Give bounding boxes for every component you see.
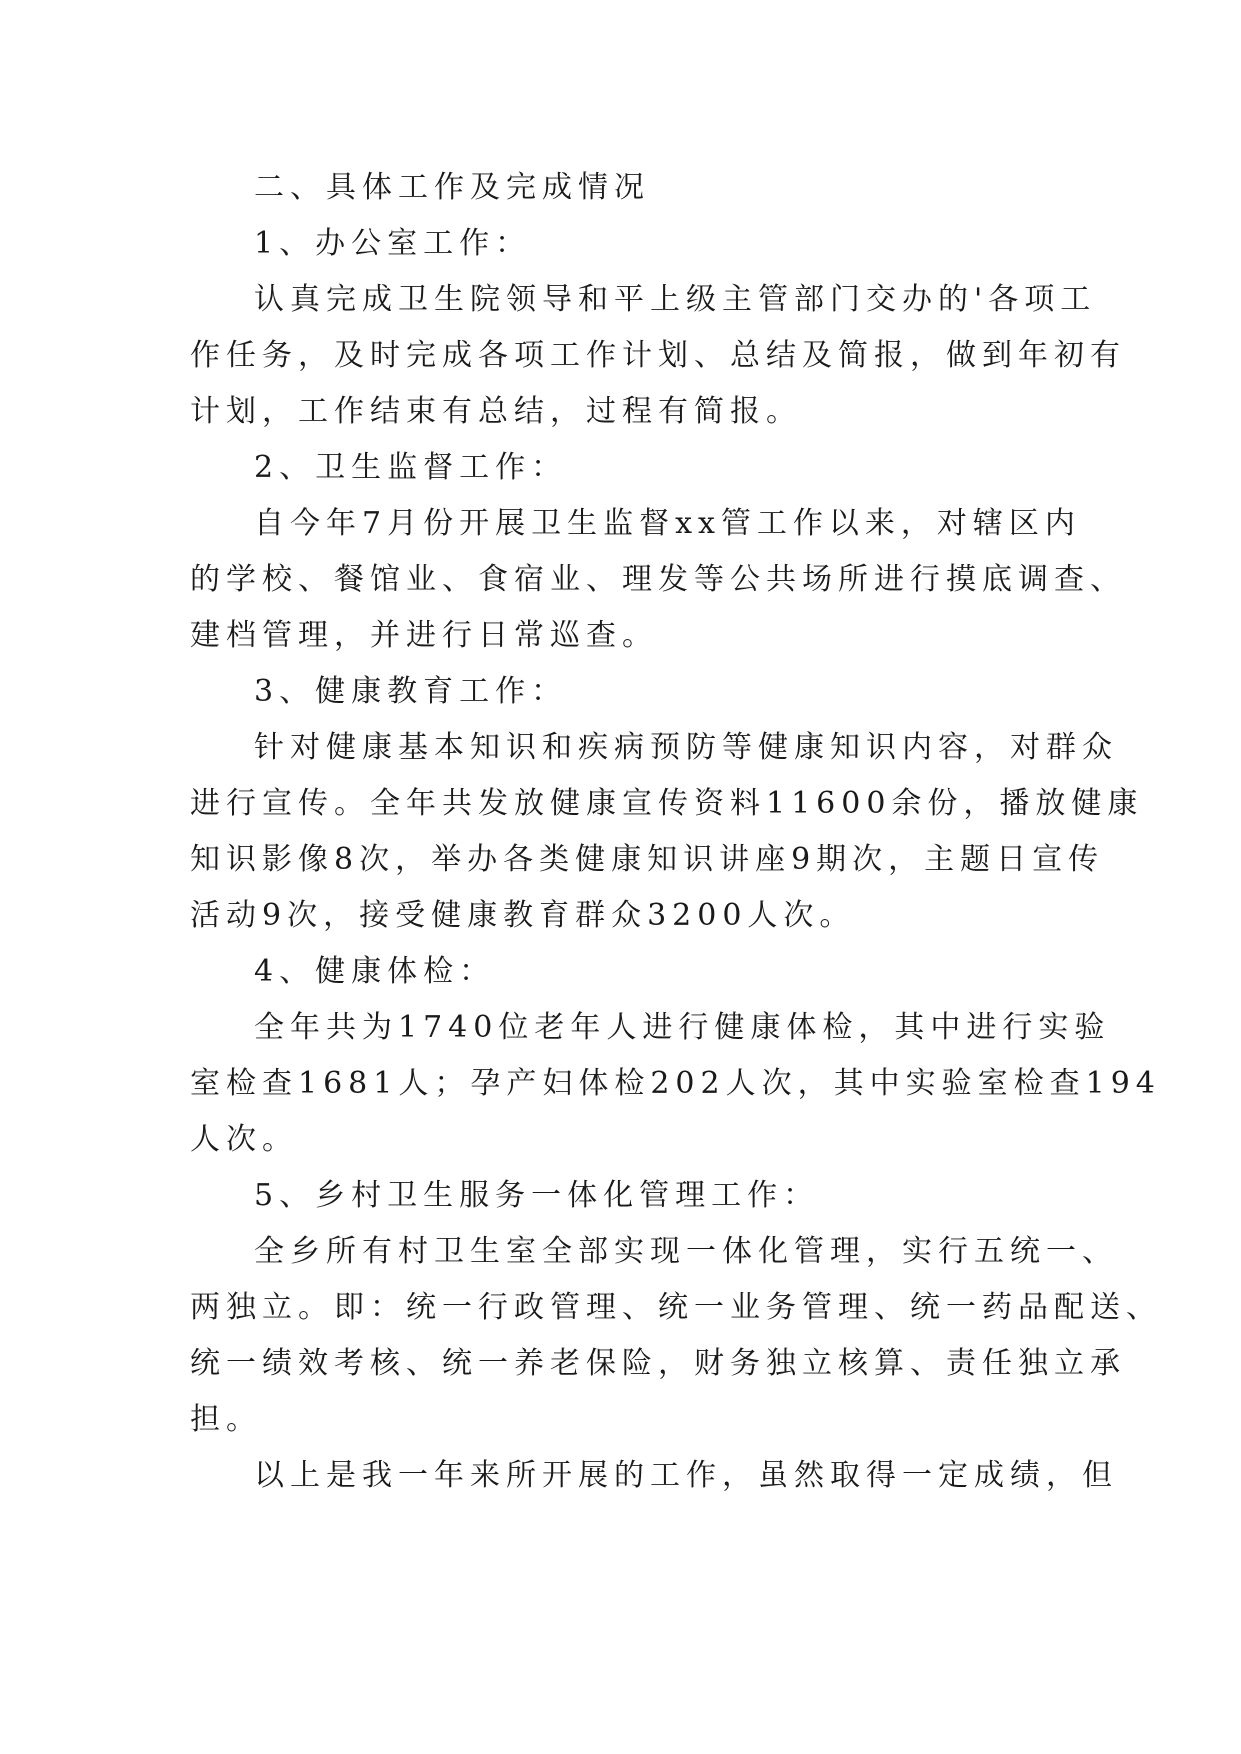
paragraph-line: 活动9次，接受健康教育群众3200人次。 — [190, 898, 856, 933]
paragraph-line: 认真完成卫生院领导和平上级主管部门交办的'各项工 — [254, 282, 1097, 317]
paragraph-line: 全乡所有村卫生室全部实现一体化管理，实行五统一、 — [254, 1234, 1118, 1269]
subsection-heading-supervision: 2、卫生监督工作： — [254, 450, 568, 485]
section-heading: 二、具体工作及完成情况 — [254, 170, 650, 205]
subsection-heading-checkup: 4、健康体检： — [254, 954, 496, 989]
subsection-heading-office: 1、办公室工作： — [254, 226, 532, 261]
paragraph-line: 计划，工作结束有总结，过程有简报。 — [190, 394, 802, 429]
paragraph-line: 自今年7月份开展卫生监督xx管工作以来，对辖区内 — [254, 506, 1081, 541]
paragraph-line: 针对健康基本知识和疾病预防等健康知识内容，对群众 — [254, 730, 1118, 765]
paragraph-line: 两独立。即：统一行政管理、统一业务管理、统一药品配送、 — [190, 1290, 1162, 1325]
document-body — [190, 160, 1162, 1504]
paragraph-line: 统一绩效考核、统一养老保险，财务独立核算、责任独立承 — [190, 1346, 1126, 1381]
paragraph-line: 进行宣传。全年共发放健康宣传资料11600余份，播放健康 — [190, 786, 1144, 821]
subsection-heading-integration: 5、乡村卫生服务一体化管理工作： — [254, 1178, 820, 1213]
paragraph-line: 作任务，及时完成各项工作计划、总结及简报，做到年初有 — [190, 338, 1126, 373]
paragraph-line: 以上是我一年来所开展的工作，虽然取得一定成绩，但 — [254, 1458, 1118, 1493]
paragraph-line: 全年共为1740位老年人进行健康体检，其中进行实验 — [254, 1010, 1111, 1045]
paragraph-line: 室检查1681人；孕产妇体检202人次，其中实验室检查194 — [190, 1066, 1161, 1101]
paragraph-line: 人次。 — [190, 1122, 298, 1157]
paragraph-line: 的学校、餐馆业、食宿业、理发等公共场所进行摸底调查、 — [190, 562, 1126, 597]
subsection-heading-education: 3、健康教育工作： — [254, 674, 568, 709]
paragraph-line: 担。 — [190, 1402, 262, 1437]
paragraph-line: 知识影像8次，举办各类健康知识讲座9期次，主题日宣传 — [190, 842, 1105, 877]
paragraph-line: 建档管理，并进行日常巡查。 — [190, 618, 658, 653]
